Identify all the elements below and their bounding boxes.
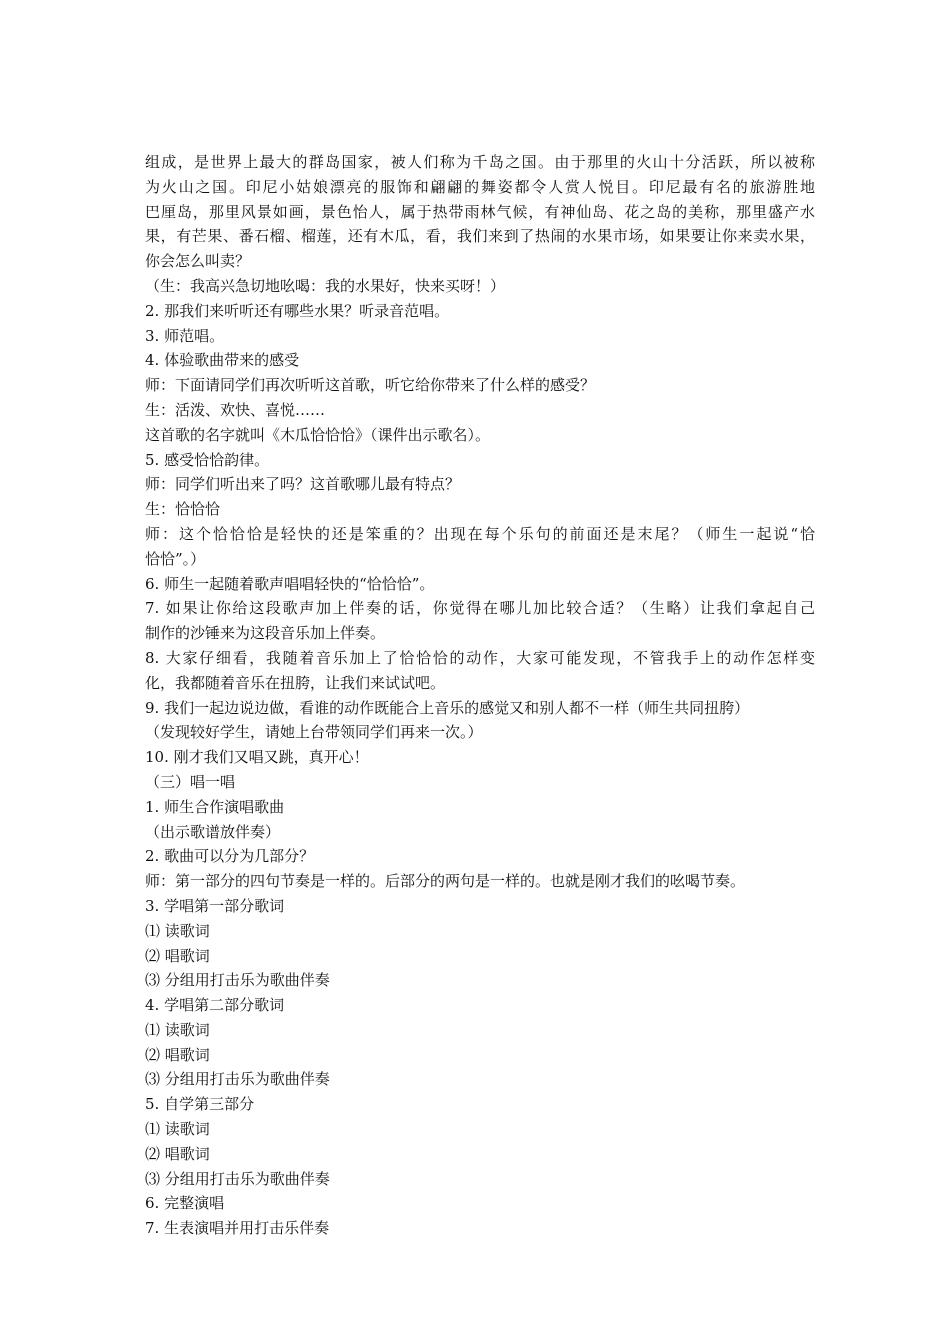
teacher-line: 师：这个恰恰恰是轻快的还是笨重的？出现在每个乐句的前面还是末尾？（师生一起说“恰 [145, 524, 815, 543]
step-item: 4. 学唱第二部分歌词 [145, 996, 285, 1015]
teacher-line: 师：下面请同学们再次听听这首歌，听它给你带来了什么样的感受？ [145, 376, 596, 395]
sub-step-item: ⑴ 读歌词 [145, 1020, 210, 1039]
paragraph-line: 果，有芒果、番石榴、榴莲，还有木瓜，看，我们来到了热闹的水果市场，如果要让你来卖水果， [145, 227, 815, 246]
teacher-line: 师：同学们听出来了吗？这首歌哪儿最有特点？ [145, 475, 461, 494]
step-item: 10. 刚才我们又唱又跳，真开心！ [145, 748, 369, 767]
step-item: 6. 师生一起随着歌声唱唱轻快的“恰恰恰”。 [145, 574, 435, 593]
sub-step-item: ⑶ 分组用打击乐为歌曲伴奏 [145, 1070, 330, 1089]
step-item: 5. 感受恰恰韵律。 [145, 450, 270, 469]
step-item: 1. 师生合作演唱歌曲 [145, 797, 285, 816]
step-item: 9. 我们一起边说边做，看谁的动作既能合上音乐的感觉又和别人都不一样（师生共同扭胯） [145, 698, 750, 717]
sub-step-item: ⑵ 唱歌词 [145, 946, 210, 965]
step-item: 8. 大家仔细看，我随着音乐加上了恰恰恰的动作，大家可能发现，不管我手上的动作怎样变 [145, 648, 815, 667]
teacher-line: 师：第一部分的四句节奏是一样的。后部分的两句是一样的。也就是刚才我们的吆喝节奏。 [145, 872, 746, 891]
sub-step-item: ⑴ 读歌词 [145, 921, 210, 940]
step-item: 6. 完整演唱 [145, 1194, 225, 1213]
sub-step-item: ⑵ 唱歌词 [145, 1144, 210, 1163]
step-item: 4. 体验歌曲带来的感受 [145, 351, 300, 370]
paragraph-line: 你会怎么叫卖？ [145, 252, 251, 271]
step-item: 2. 歌曲可以分为几部分？ [145, 847, 315, 866]
step-item: 3. 学唱第一部分歌词 [145, 896, 285, 915]
step-item: 2. 那我们来听听还有哪些水果？听录音范唱。 [145, 301, 450, 320]
paragraph-line: 化，我都随着音乐在扭胯，让我们来试试吧。 [145, 673, 446, 692]
student-line: 生：恰恰恰 [145, 500, 221, 519]
step-item: 7. 生表演唱并用打击乐伴奏 [145, 1219, 330, 1238]
paragraph-line: 巴厘岛，那里风景如画，景色怡人，属于热带雨林气候，有神仙岛、花之岛的美称，那里盛产水 [145, 202, 815, 221]
paragraph-line: 恰恰”。） [145, 549, 206, 568]
sub-step-item: ⑴ 读歌词 [145, 1120, 210, 1139]
step-item: 7. 如果让你给这段歌声加上伴奏的话，你觉得在哪儿加比较合适？（生略）让我们拿起自己 [145, 599, 815, 618]
sub-step-item: ⑶ 分组用打击乐为歌曲伴奏 [145, 971, 330, 990]
student-line: 生：活泼、欢快、喜悦…… [145, 400, 326, 419]
paragraph-line: 制作的沙锤来为这段音乐加上伴奏。 [145, 624, 386, 643]
document-body [145, 150, 815, 1241]
sub-step-item: ⑵ 唱歌词 [145, 1045, 210, 1064]
step-item: 5. 自学第三部分 [145, 1095, 255, 1114]
paragraph-line: （出示歌谱放伴奏） [145, 822, 281, 841]
sub-step-item: ⑶ 分组用打击乐为歌曲伴奏 [145, 1169, 330, 1188]
student-response: （生：我高兴急切地吆喝：我的水果好，快来买呀！） [145, 276, 506, 295]
paragraph-line: 为火山之国。印尼小姑娘漂亮的服饰和翩翩的舞姿都令人赏人悦目。印尼最有名的旅游胜地 [145, 177, 815, 196]
paragraph-line: 组成，是世界上最大的群岛国家，被人们称为千岛之国。由于那里的火山十分活跃，所以被称 [145, 153, 815, 171]
paragraph-line: 这首歌的名字就叫《木瓜恰恰恰》（课件出示歌名）。 [145, 425, 491, 444]
step-item: 3. 师范唱。 [145, 326, 225, 345]
section-heading: （三）唱一唱 [145, 772, 236, 791]
paragraph-line: （发现较好学生，请她上台带领同学们再来一次。） [145, 723, 483, 742]
